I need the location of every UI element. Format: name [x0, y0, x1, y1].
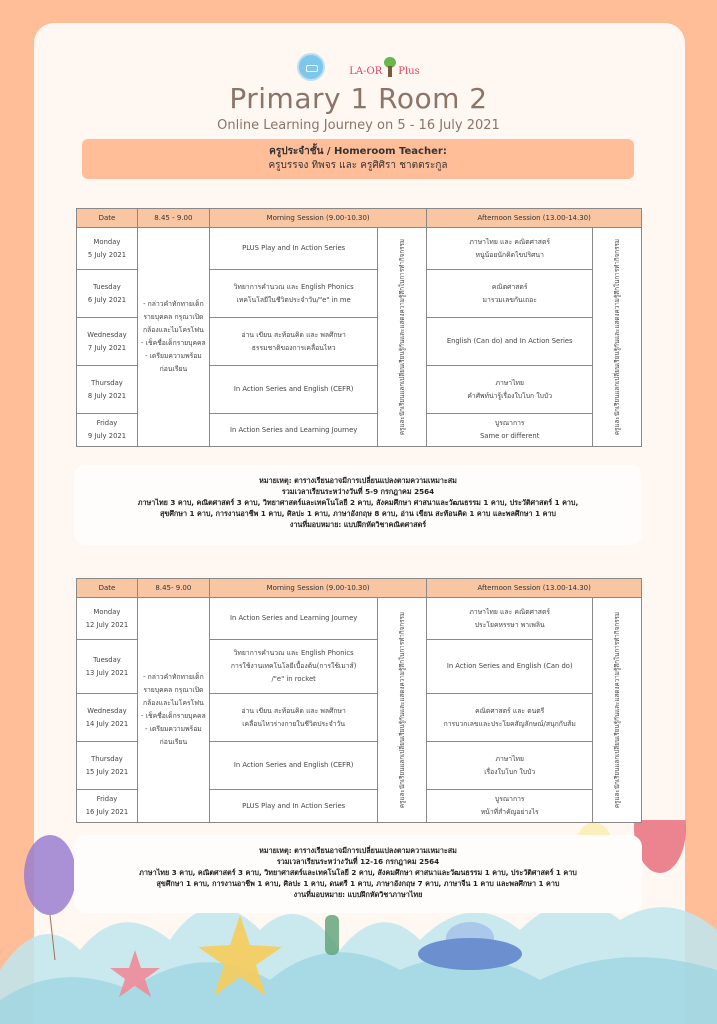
morning-activity-line: วิทยาการคำนวณ และ English Phonics [233, 282, 354, 291]
afternoon-activity-cell [427, 270, 593, 318]
day-name: Tuesday [93, 282, 121, 291]
pre-activity-line: กล้องและไมโครโฟน [143, 699, 204, 707]
date-text: 7 July 2021 [87, 343, 127, 352]
schedule-note-week-2 [74, 835, 642, 913]
note-line: หมายเหตุ: ตารางเรียนอาจมีการเปลี่ยนแปลงตามความเหมาะสม [259, 476, 457, 485]
note-line: งานที่มอบหมาย: แบบฝึกหัดวิชาภาษาไทย [293, 890, 423, 899]
morning-activity-line: PLUS Play and In Action Series [242, 801, 346, 810]
date-cell [77, 598, 138, 640]
afternoon-activity-cell [427, 790, 593, 823]
date-cell [77, 694, 138, 742]
morning-activity-cell [209, 270, 378, 318]
morning-activity-cell [209, 640, 378, 694]
morning-reflection-text: ครูและนักเรียนแลกเปลี่ยนเรียนรู้กันและแสดงความรู้สึกในการทำกิจกรรม [398, 238, 406, 436]
page-title: Primary 1 Room 2 [229, 82, 488, 115]
note-line: ภาษาไทย 3 คาบ, คณิตศาสตร์ 3 คาบ, วิทยาศาสตร์และเทคโนโลยี 2 คาบ, สังคมศึกษา ศาสนาและวัฒนธรรม 1 คาบ, ประวัติศาสตร์ 1 คาบ, [137, 498, 579, 507]
morning-activity-cell [209, 228, 378, 270]
table-row [77, 228, 642, 270]
day-name: Tuesday [93, 655, 121, 664]
day-name: Wednesday [87, 330, 127, 339]
date-cell [77, 742, 138, 790]
morning-activity-line: /"e" in rocket [271, 675, 316, 683]
morning-activity-line: ธรรมชาติของการเคลื่อนไหว [251, 343, 336, 352]
note-line: รวมเวลาเรียนระหว่างวันที่ 5-9 กรกฎาคม 2564 [281, 487, 435, 496]
afternoon-activity-line: คณิตศาสตร์ [491, 282, 528, 291]
date-cell [77, 228, 138, 270]
date-text: 15 July 2021 [85, 767, 129, 776]
afternoon-activity-line: การบวกเลขและประโยคสัญลักษณ์/สนุกกับส้ม [443, 719, 576, 728]
day-name: Friday [96, 795, 118, 803]
note-line: งานที่มอบหมาย: แบบฝึกหัดวิชาคณิตศาสตร์ [289, 520, 427, 529]
morning-activity-line: อ่าน เขียน สะท้อนคิด และ พลศึกษา [241, 706, 346, 715]
pre-activity-line: ก่อนเรียน [159, 365, 188, 373]
morning-activity-cell [209, 318, 378, 366]
morning-activity-cell [209, 414, 378, 447]
afternoon-reflection-text: ครูและนักเรียนแลกเปลี่ยนเรียนรู้กันและแสดงความรู้สึกในการทำกิจกรรม [613, 611, 621, 809]
header-afternoon-session: Afternoon Session (13.00-14.30) [427, 209, 642, 228]
pre-activity-line: - กล่าวคำทักทายเด็ก [143, 673, 204, 681]
header-morning-session: Morning Session (9.00-10.30) [209, 579, 427, 598]
morning-activity-cell [209, 598, 378, 640]
homeroom-teacher-label: ครูประจำชั้น / Homeroom Teacher: [269, 146, 447, 157]
note-line: สุขศึกษา 1 คาบ, การงานอาชีพ 1 คาบ, ศิลปะ 1 คาบ, ดนตรี 1 คาบ, ภาษาอังกฤษ 7 คาบ, ภาษาจีน 1 คาบ และพลศึกษา 1 คาบ [156, 879, 560, 888]
day-name: Wednesday [87, 706, 127, 715]
day-name: Monday [93, 237, 121, 246]
morning-activity-line: วิทยาการคำนวณ และ English Phonics [233, 649, 354, 657]
afternoon-activity-line: Same or different [479, 432, 540, 440]
la-or-plus-logo: LA-OR Plus [349, 57, 419, 77]
pre-activity-line: - เตรียมความพร้อม [144, 352, 202, 360]
day-name: Thursday [91, 378, 123, 387]
date-text: 16 July 2021 [85, 808, 129, 816]
morning-activity-line: PLUS Play and In Action Series [242, 244, 346, 252]
afternoon-activity-line: ภาษาไทย [495, 378, 524, 387]
morning-activity-line: อ่าน เขียน สะท้อนคิด และ พลศึกษา [241, 330, 346, 339]
morning-activity-cell [209, 694, 378, 742]
afternoon-activity-line: บูรณาการ [494, 419, 525, 427]
note-line: รวมเวลาเรียนระหว่างวันที่ 12-16 กรกฎาคม 2564 [276, 857, 440, 866]
table-header-row [77, 579, 642, 598]
date-cell [77, 414, 138, 447]
note-line: สุขศึกษา 1 คาบ, การงานอาชีพ 1 คาบ, ศิลปะ 1 คาบ, ภาษาอังกฤษ 8 คาบ, อ่าน เขียน สะท้อนคิด 1 คาบ และพลศึกษา 1 คาบ [160, 509, 556, 518]
header-morning-session: Morning Session (9.00-10.30) [209, 209, 427, 228]
afternoon-activity-cell [427, 414, 593, 447]
schedule-table-week-1 [76, 208, 642, 447]
afternoon-activity-line: ภาษาไทย และ คณิตศาสตร์ [469, 607, 551, 616]
page-subtitle: Online Learning Journey on 5 - 16 July 2021 [217, 118, 500, 133]
header-pre-session: 8.45- 9.00 [137, 579, 209, 598]
afternoon-activity-line: หนูน้อยนักคิดไขปริศนา [475, 250, 544, 259]
morning-activity-line: In Action Series and Learning Journey [230, 425, 358, 434]
date-cell [77, 318, 138, 366]
afternoon-activity-cell [427, 228, 593, 270]
afternoon-activity-line: มารวมเลขกันเถอะ [482, 295, 537, 304]
pre-activity-line: รายบุคคล กรุณาเปิด [143, 686, 204, 694]
pre-activity-line: - เช็คชื่อเด็กรายบุคคล [141, 712, 206, 720]
afternoon-activity-line: คำศัพท์น่ารู้เรื่องใบโบก ใบบัว [467, 391, 553, 400]
morning-reflection-cell [378, 228, 427, 447]
afternoon-reflection-cell [593, 598, 642, 823]
morning-activity-line: In Action Series and Learning Journey [230, 614, 358, 622]
morning-activity-cell [209, 742, 378, 790]
afternoon-activity-cell [427, 742, 593, 790]
morning-reflection-cell [378, 598, 427, 823]
afternoon-activity-cell [427, 694, 593, 742]
afternoon-activity-line: เรื่องใบโบก ใบบัว [484, 767, 536, 776]
afternoon-reflection-text: ครูและนักเรียนแลกเปลี่ยนเรียนรู้กันและแสดงความรู้สึกในการทำกิจกรรม [613, 238, 621, 436]
table-header-row [77, 209, 642, 228]
header-afternoon-session: Afternoon Session (13.00-14.30) [427, 579, 642, 598]
afternoon-activity-line: ภาษาไทย และ คณิตศาสตร์ [469, 237, 551, 246]
date-cell [77, 640, 138, 694]
afternoon-activity-line: In Action Series and English (Can do) [446, 662, 573, 670]
afternoon-activity-line: English (Can do) and In Action Series [446, 337, 573, 345]
pre-activity-line: กล้องและไมโครโฟน [143, 326, 204, 334]
date-text: 5 July 2021 [87, 250, 127, 259]
note-line: หมายเหตุ: ตารางเรียนอาจมีการเปลี่ยนแปลงตามความเหมาะสม [259, 846, 457, 855]
header-pre-session: 8.45 - 9.00 [137, 209, 209, 228]
pre-activity-line: - เตรียมความพร้อม [144, 725, 202, 733]
pre-activity-line: ก่อนเรียน [159, 738, 188, 746]
morning-activity-line: เคลื่อนไหวร่างกายในชีวิตประจำวัน [242, 719, 346, 728]
date-text: 12 July 2021 [85, 620, 129, 629]
pre-activity-line: - เช็คชื่อเด็กรายบุคคล [141, 339, 206, 347]
morning-activity-line: In Action Series and English (CEFR) [233, 761, 354, 769]
morning-activity-cell [209, 366, 378, 414]
date-text: 6 July 2021 [87, 295, 127, 304]
afternoon-activity-line: หน้าที่สำคัญอย่างไร [480, 808, 539, 816]
date-cell [77, 270, 138, 318]
header-date: Date [77, 209, 138, 228]
date-text: 13 July 2021 [85, 668, 129, 677]
note-line: ภาษาไทย 3 คาบ, คณิตศาสตร์ 3 คาบ, วิทยาศาสตร์และเทคโนโลยี 2 คาบ, สังคมศึกษา ศาสนาและวัฒนธรรม 1 คาบ, ประวัติศาสตร์ 1 คาบ [139, 868, 577, 877]
date-text: 9 July 2021 [87, 432, 127, 440]
pre-session-activities [137, 228, 209, 447]
morning-activity-line: เทคโนโลยีในชีวิตประจำวัน/"e" in me [236, 295, 351, 304]
day-name: Monday [93, 607, 121, 616]
schedule-note-week-1 [74, 465, 642, 545]
pre-activity-line: รายบุคคล กรุณาเปิด [143, 313, 204, 321]
afternoon-activity-line: ภาษาไทย [495, 754, 524, 763]
pre-session-activities [137, 598, 209, 823]
header-date: Date [77, 579, 138, 598]
afternoon-activity-line: คณิตศาสตร์ และ ดนตรี [475, 706, 545, 715]
pre-activity-line: - กล่าวคำทักทายเด็ก [143, 300, 204, 308]
table-row [77, 598, 642, 640]
day-name: Friday [96, 419, 118, 427]
schedule-table-week-2 [76, 578, 642, 823]
date-text: 14 July 2021 [85, 719, 129, 728]
morning-activity-cell [209, 790, 378, 823]
afternoon-activity-line: ประโยคหรรษา พาเพลิน [474, 620, 545, 629]
afternoon-activity-cell [427, 366, 593, 414]
day-name: Thursday [91, 754, 123, 763]
date-cell [77, 366, 138, 414]
afternoon-activity-line: บูรณาการ [494, 795, 525, 803]
morning-activity-line: การใช้งานเทคโนโลยีเบื้องต้น(การใช้เมาส์) [230, 662, 357, 670]
date-text: 8 July 2021 [87, 391, 127, 400]
morning-reflection-text: ครูและนักเรียนแลกเปลี่ยนเรียนรู้กันและแสดงความรู้สึกในการทำกิจกรรม [398, 611, 406, 809]
afternoon-reflection-cell [593, 228, 642, 447]
afternoon-activity-cell [427, 598, 593, 640]
morning-activity-line: In Action Series and English (CEFR) [233, 385, 354, 393]
afternoon-activity-cell [427, 640, 593, 694]
date-cell [77, 790, 138, 823]
afternoon-activity-cell [427, 318, 593, 366]
homeroom-teacher-names: ครูบรรจง ทิพจร และ ครูศิศิรา ชาตตระกูล [268, 160, 448, 171]
